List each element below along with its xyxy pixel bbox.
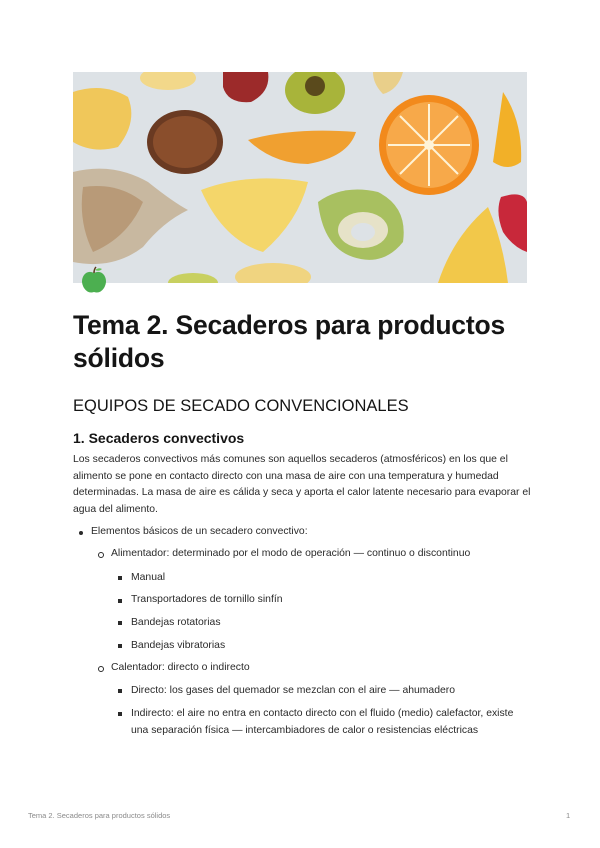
list-item-alimentador: Alimentador: determinado por el modo de operación — continuo o discontinuo [111,548,471,559]
intro-paragraph: Los secaderos convectivos más comunes son aquellos secaderos (atmosféricos) en los que el alimento se pone en contacto directo con una masa de aire con una temperatura y humedad determinadas. La masa de aire es cálida y seca y aporta el calor latente necesario para evaporar el agua del alimento. [73,454,531,515]
list-item: Manual [131,572,166,583]
bullet-square [118,689,122,693]
subsection-heading: 1. Secaderos convectivos [73,430,245,446]
cover-image [73,72,527,283]
list-item: Directo: los gases del quemador se mezclan con el aire — ahumadero [131,685,456,696]
bullet-disc [79,531,83,535]
list-item-elementos: Elementos básicos de un secadero convectivo: [91,526,308,537]
footer-title: Tema 2. Secaderos para productos sólidos [28,811,171,820]
bullet-square [118,621,122,625]
list-item: Indirecto: el aire no entra en contacto directo con el fluido (medio) calefactor, existe una separación física — intercambiadores de calor o resistencias eléctricas [131,708,514,736]
bullet-square [118,576,122,580]
bullet-circle [98,666,104,672]
bullet-square [118,644,122,648]
list-item: Bandejas rotatorias [131,617,221,628]
page-number: 1 [566,811,571,820]
bullet-square [118,712,122,716]
green-apple-icon [80,266,108,294]
list-item: Transportadores de tornillo sinfín [131,594,283,605]
list-item-calentador: Calentador: directo o indirecto [111,662,250,673]
dried-fruit-illustration [73,72,527,283]
section-heading: EQUIPOS DE SECADO CONVENCIONALES [73,397,409,415]
bullet-square [118,599,122,603]
page-title: Tema 2. Secaderos para productos sólidos [73,310,505,373]
list-item: Bandejas vibratorias [131,640,226,651]
bullet-circle [98,552,104,558]
